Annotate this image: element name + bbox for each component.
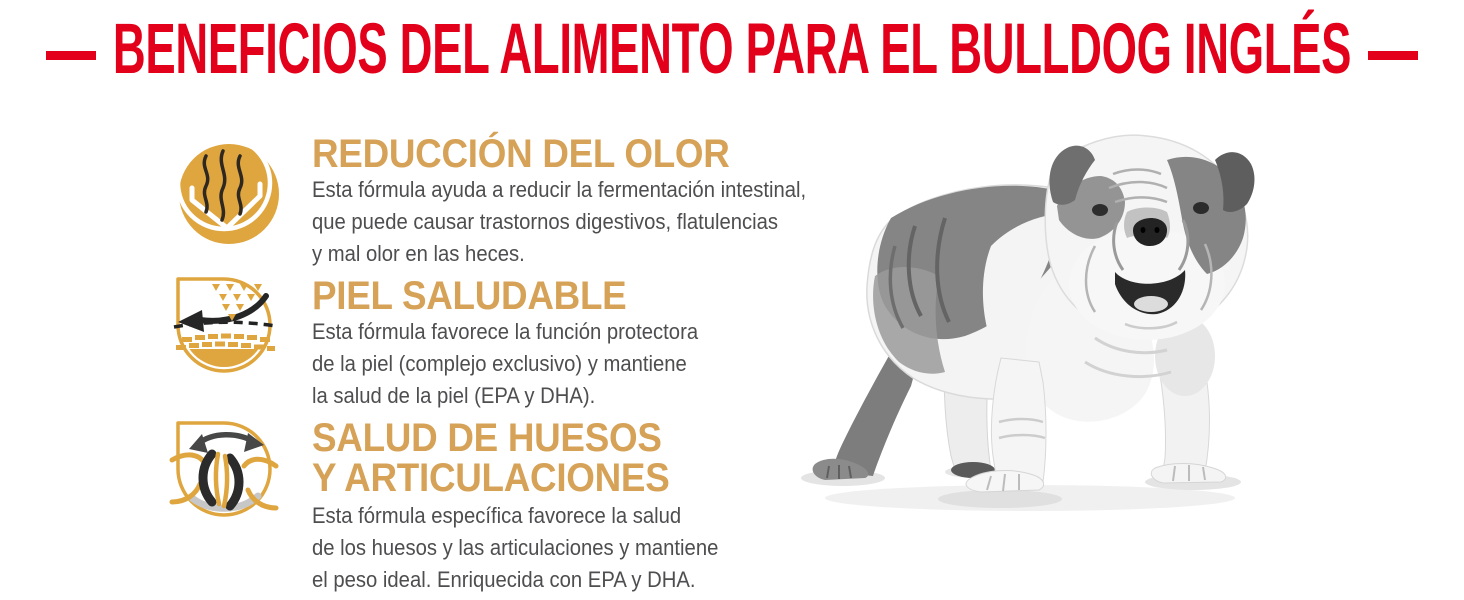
benefit-heading-line: REDUCCIÓN DEL OLOR — [312, 132, 730, 176]
benefit-body-line: la salud de la piel (EPA y DHA). — [312, 383, 596, 408]
benefit-heading-line: PIEL SALUDABLE — [312, 274, 627, 318]
bulldog-photo — [795, 126, 1315, 518]
page-title: BENEFICIOS DEL ALIMENTO PARA EL BULLDOG INGLÉS — [112, 10, 1352, 89]
benefit-body-line: Esta fórmula favorece la función protectora — [312, 319, 699, 344]
benefit-body-line: Esta fórmula ayuda a reducir la fermentación intestinal, — [312, 177, 807, 202]
benefit-body-line: el peso ideal. Enriquecida con EPA y DHA. — [312, 567, 696, 592]
benefit-heading-line: Y ARTICULACIONES — [312, 456, 670, 500]
title-dash-right — [1368, 51, 1418, 60]
benefit-body-line: que puede causar trastornos digestivos, flatulencias — [312, 209, 779, 234]
benefit-body-line: Esta fórmula específica favorece la salud — [312, 503, 682, 528]
healthy-skin-icon — [166, 270, 280, 392]
benefit-heading-line: SALUD DE HUESOS — [312, 416, 662, 460]
bone-joint-health-icon — [166, 414, 280, 536]
benefit-heading-joints — [312, 418, 669, 498]
bulldog-illustration — [795, 126, 1315, 518]
benefit-heading-odor — [312, 134, 730, 174]
benefit-body-odor — [312, 174, 806, 270]
benefit-body-joints — [312, 500, 718, 596]
benefit-body-line: y mal olor en las heces. — [312, 241, 525, 266]
benefit-body-skin — [312, 316, 698, 412]
benefit-body-line: de la piel (complejo exclusivo) y mantiene — [312, 351, 687, 376]
benefit-heading-skin — [312, 276, 626, 316]
odor-reduction-icon — [166, 130, 280, 252]
benefit-body-line: de los huesos y las articulaciones y mantiene — [312, 535, 719, 560]
title-dash-left — [46, 51, 96, 60]
